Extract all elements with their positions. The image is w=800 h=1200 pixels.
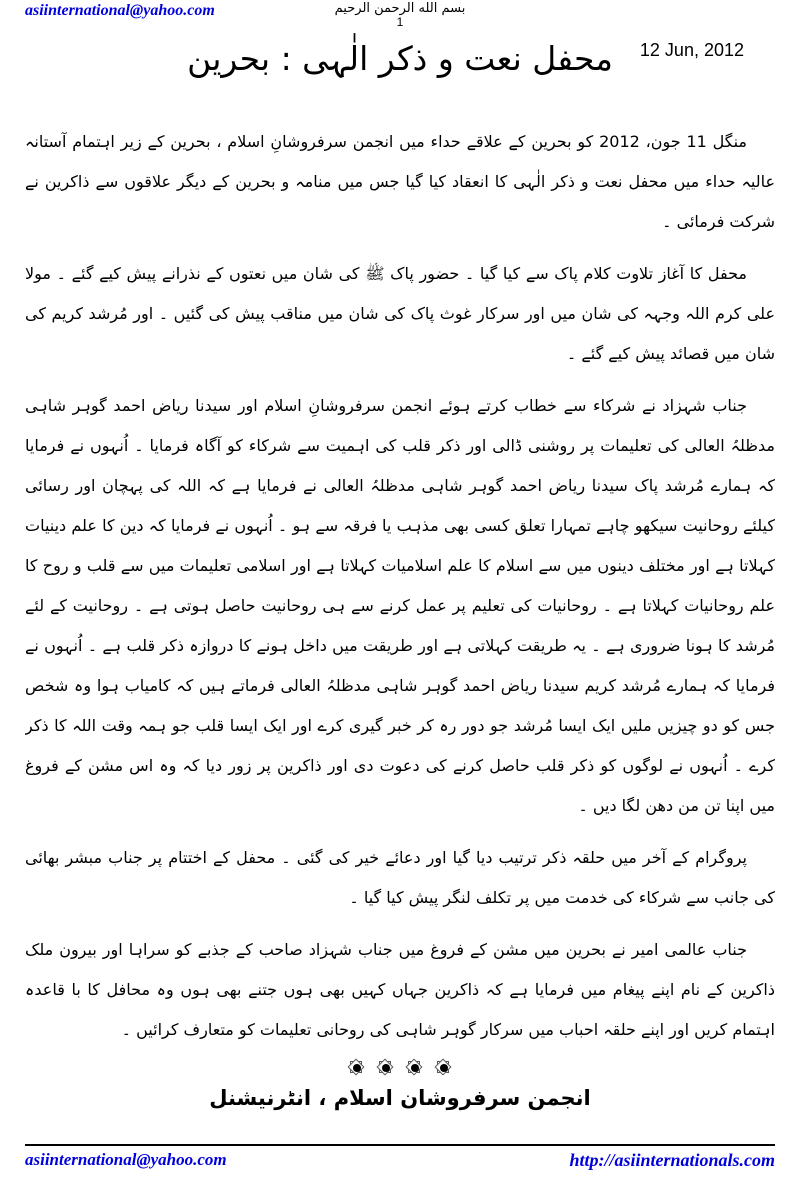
eight-point-star-icon <box>376 1058 396 1078</box>
header-email-link[interactable]: asiinternational@yahoo.com <box>25 2 215 19</box>
eight-point-star-icon <box>434 1058 454 1078</box>
paragraph-2: محفل کا آغاز تلاوت کلام پاک سے کیا گیا ۔ حضور پاک ﷺ کی شان میں نعتوں کے نذرانے پیش کیے گئے ۔ مولا علی کرم اللہ وجہہ کی شان میں اور سرکار غوث پاک کی شان میں مناقب پیش کی گئیں ۔ اور مُرشد کریم کی شان میں قصائد پیش کیے گئے ۔ <box>25 264 775 363</box>
footer-divider <box>25 1144 775 1146</box>
organization-name: انجمن سرفروشان اسلام ، انٹرنیشنل <box>209 1086 591 1110</box>
footer-website-link[interactable]: http://asiinternationals.com <box>569 1150 775 1170</box>
page-title: محفل نعت و ذکر الٰہی : بحرین <box>187 39 613 78</box>
paragraph-5: جناب عالمی امیر نے بحرین میں مشن کے فروغ میں جناب شہزاد صاحب کے جذبے کو سراہا اور بیرون ملک ذاکرین کے نام اپنے پیغام میں فرمایا ہے کہ ذاکرین جہاں کہیں بھی ہوں جتنے بھی ہوں وہ محافل کا با قاعدہ اہتمام کریں اور اپنے حلقہ احباب میں سرکار گوہر شاہی کی روحانی تعلیمات کو متعارف کرائیں ۔ <box>25 940 775 1039</box>
document-body <box>25 122 775 1047</box>
paragraph-1: منگل 11 جون، 2012 کو بحرین کے علاقے حداء میں انجمن سرفروشانِ اسلام ، بحرین کے زیر اہتمام آستانہ عالیہ حداء میں محفل نعت و ذکر الٰہی کا انعقاد کیا گیا جس میں منامہ و بحرین کے دیگر علاقوں سے ذاکرین نے شرکت فرمائی ۔ <box>25 132 775 231</box>
page-number: 1 <box>396 15 404 29</box>
paragraph-3: جناب شہزاد نے شرکاء سے خطاب کرتے ہوئے انجمن سرفروشانِ اسلام اور سیدنا ریاض احمد گوہر شاہی مدظلہُ العالی کی تعلیمات پر روشنی ڈالی اور ذکر قلب کی اہمیت سے شرکاء کو آگاہ فرمایا ۔ اُنہوں نے فرمایا کہ ہمارے مُرشد پاک سیدنا ریاض احمد گوہر شاہی مدظلہُ العالی نے فرمایا ہے کہ اللہ کی پہچان اور رسائی کیلئے روحانیت سیکھو چاہے تمہارا تعلق کسی بھی مذہب یا فرقہ سے ہو ۔ اُنہوں نے فرمایا کہ دین کا علم دینیات کہلاتا ہے اور مختلف دینوں میں سے اسلام کا علم اسلامیات کہلاتا ہے اور اسلامی تعلیمات میں سے قلب و روح کا علم روحانیات کہلاتا ہے ۔ روحانیات کی تعلیم پر عمل کرنے سے ہی روحانیت حاصل ہوتی ہے ۔ روحانیت کے لئے مُرشد کا ہونا ضروری ہے ۔ یہ طریقت کہلاتی ہے اور طریقت میں داخل ہونے کا دروازہ ذکر قلب ہے ۔ اُنہوں نے فرمایا کہ ہمارے مُرشد کریم سیدنا ریاض احمد گوہر شاہی مدظلہُ العالی فرماتے ہیں کہ کامیاب ہوا وہ شخص جس کو دو چیزیں ملیں ایک ایسا مُرشد جو دور رہ کر خبر گیری کرے اور ایک ایسا قلب جو ہمہ وقت اللہ کا ذکر کرے ۔ اُنہوں نے لوگوں کو ذکر قلب حاصل کرنے کی دعوت دی اور ذاکرین پر زور دیا کہ وہ اس مشن کے فروغ میں اپنا تن من دھن لگا دیں ۔ <box>25 396 775 815</box>
eight-point-star-icon <box>405 1058 425 1078</box>
paragraph-4: پروگرام کے آخر میں حلقہ ذکر ترتیب دیا گیا اور دعائے خیر کی گئی ۔ محفل کے اختتام پر جناب مبشر بھائی کی جانب سے شرکاء کی خدمت میں پر تکلف لنگر پیش کیا گیا ۔ <box>25 848 775 907</box>
eight-point-star-icon <box>347 1058 367 1078</box>
date-text: 12 Jun, 2012 <box>639 40 744 60</box>
ornament-row <box>0 1058 800 1078</box>
bismillah-text: بسم الله الرحمن الرحيم <box>334 1 466 16</box>
footer-email-link[interactable]: asiinternational@yahoo.com <box>25 1150 227 1169</box>
